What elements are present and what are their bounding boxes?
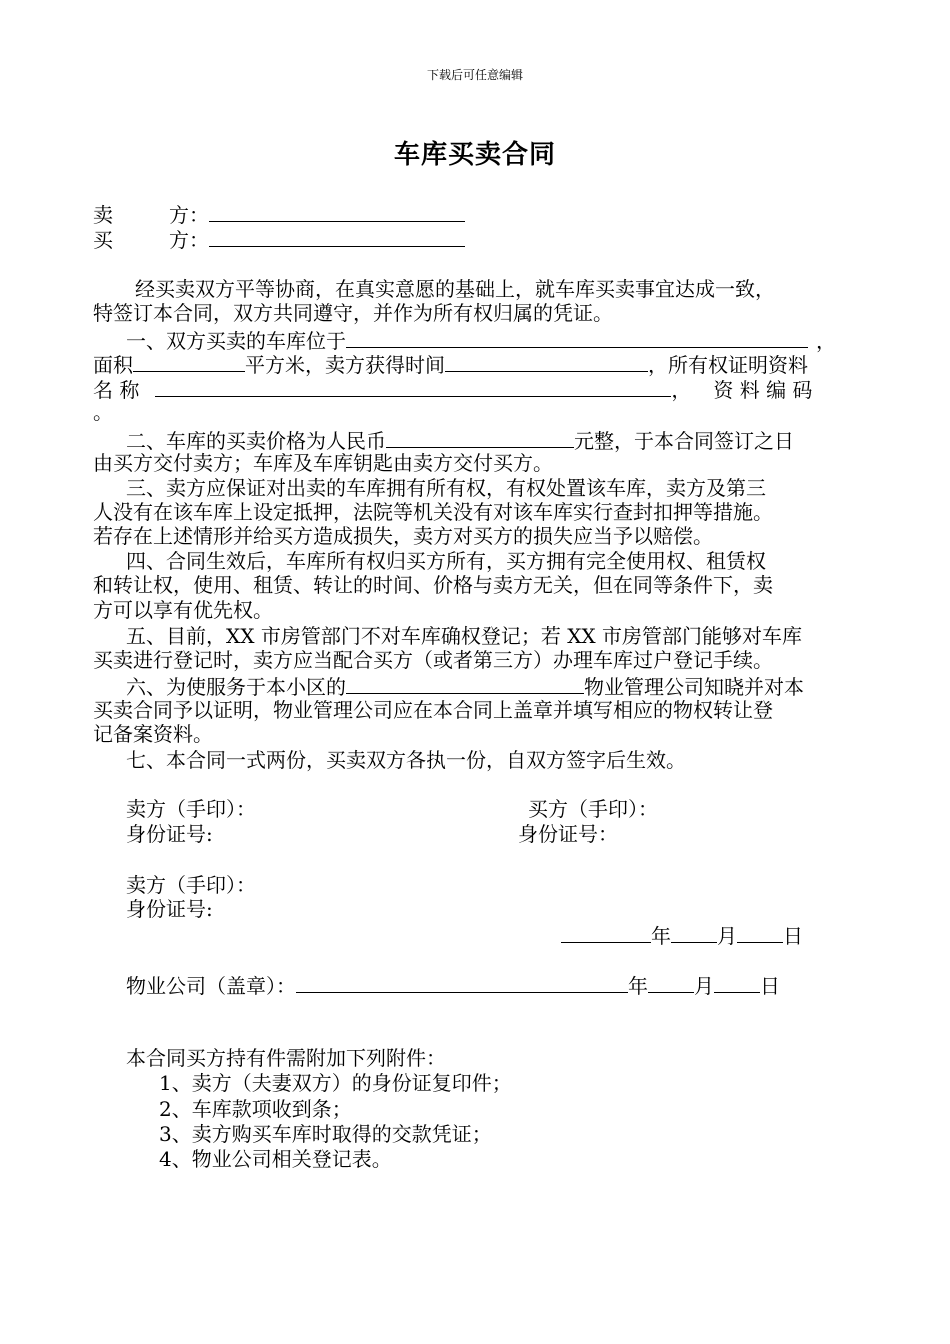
year-blank — [561, 922, 651, 943]
document-code-label: 资 料 编 码 — [713, 378, 813, 402]
page-title: 车库买卖合同 — [393, 140, 556, 170]
community-text: 六、为使服务于本小区的 — [126, 675, 346, 699]
clause-5-line-1: 五、目前，XX 市房管部门不对车库确权登记；若 XX 市房管部门能够对车库 — [126, 624, 803, 648]
property-company-seal-blank — [296, 972, 628, 993]
price-text: 二、车库的买卖价格为人民币 — [126, 429, 386, 453]
seller-id-label-2: 身份证号: — [126, 897, 213, 921]
month-blank — [671, 922, 717, 943]
day-label-2: 日 — [760, 974, 780, 998]
seller-party-line — [93, 201, 465, 227]
document-name-blank — [155, 376, 671, 397]
area-unit-text: 平方米，卖方获得时间 — [245, 353, 445, 377]
header-note: 下载后可任意编辑 — [426, 68, 523, 82]
clause-2-line-1 — [126, 427, 794, 453]
day-blank-2 — [714, 972, 760, 993]
clause-1-line-1 — [126, 327, 836, 353]
property-company-seal-label: 物业公司（盖章）： — [126, 974, 296, 998]
attachment-item-4: 4、物业公司相关登记表。 — [159, 1147, 392, 1171]
clause-6-line-3: 记备案资料。 — [93, 722, 213, 746]
year-label-2: 年 — [628, 974, 648, 998]
month-blank-2 — [648, 972, 694, 993]
price-blank — [386, 427, 574, 448]
clause-1-line-3 — [93, 376, 812, 402]
clause-1-comma: ， — [816, 329, 836, 353]
clause-6-line-2: 买卖合同予以证明，物业管理公司应在本合同上盖章并填写相应的物权转让登 — [93, 698, 773, 722]
buyer-signature-label: 买方（手印）： — [528, 797, 658, 821]
clause-4-line-3: 方可以享有优先权。 — [93, 598, 273, 622]
clause-5-line-2: 买卖进行登记时，卖方应当配合买方（或者第三方）办理车库过户登记手续。 — [93, 648, 773, 672]
sign-date-line — [561, 922, 803, 948]
attachment-item-1: 1、卖方（夫妻双方）的身份证复印件； — [159, 1071, 512, 1095]
buyer-id-label: 身份证号： — [518, 822, 618, 846]
month-label-2: 月 — [694, 974, 714, 998]
clause-4-line-1: 四、合同生效后，车库所有权归买方所有，买方拥有完全使用权、租赁权 — [126, 549, 766, 573]
clause-3-line-3: 若存在上述情形并给买方造成损失，卖方对买方的损失应当予以赔偿。 — [93, 524, 713, 548]
clause-7-line: 七、本合同一式两份，买卖双方各执一份，自双方签字后生效。 — [126, 748, 686, 772]
attachment-item-2: 2、车库款项收到条； — [159, 1097, 352, 1121]
seller-label: 卖 — [93, 203, 113, 227]
clause-4-line-2: 和转让权，使用、租赁、转让的时间、价格与卖方无关，但在同等条件下，卖 — [93, 573, 773, 597]
seller-signature-label: 卖方（手印）： — [126, 797, 256, 821]
buyer-party-line — [93, 226, 465, 252]
clause-1-text: 一、双方买卖的车库位于 — [126, 329, 346, 353]
intro-line-2: 特签订本合同，双方共同遵守，并作为所有权归属的凭证。 — [93, 301, 613, 325]
clause-3-line-1: 三、卖方应保证对出卖的车库拥有所有权，有权处置该车库，卖方及第三 — [126, 476, 766, 500]
name-label: 名 称 — [93, 378, 140, 402]
area-blank — [133, 351, 245, 372]
clause-1-end: 。 — [93, 400, 113, 424]
acquired-time-blank — [445, 351, 648, 372]
attachments-heading: 本合同买方持有件需附加下列附件： — [126, 1046, 446, 1070]
seller-id-label: 身份证号: — [126, 822, 213, 846]
property-company-text: 物业管理公司知晓并对本 — [584, 675, 804, 699]
price-end-text: 元整，于本合同签订之日 — [574, 429, 794, 453]
day-blank — [737, 922, 783, 943]
seller-name-blank — [209, 201, 465, 222]
clause-1-line-2 — [93, 351, 808, 377]
area-label: 面积 — [93, 353, 133, 377]
year-label: 年 — [651, 924, 671, 948]
buyer-name-blank — [209, 226, 465, 247]
seller-signature-label-2: 卖方（手印）： — [126, 873, 256, 897]
intro-line-1: 经买卖双方平等协商，在真实意愿的基础上，就车库买卖事宜达成一致， — [135, 277, 775, 301]
fang-colon: 方： — [169, 203, 209, 227]
clause-3-line-2: 人没有在该车库上设定抵押，法院等机关没有对该车库实行查封扣押等措施。 — [93, 500, 773, 524]
property-company-seal-line — [126, 972, 780, 998]
day-label: 日 — [783, 924, 803, 948]
month-label: 月 — [717, 924, 737, 948]
ownership-proof-text: ，所有权证明资料 — [648, 353, 808, 377]
attachment-item-3: 3、卖方购买车库时取得的交款凭证； — [159, 1122, 492, 1146]
location-blank — [346, 327, 808, 348]
clause-2-line-2: 由买方交付卖方；车库及车库钥匙由卖方交付买方。 — [93, 451, 553, 475]
clause-6-line-1 — [126, 673, 804, 699]
fang-colon: 方： — [169, 228, 209, 252]
property-company-blank — [346, 673, 584, 694]
buyer-label: 买 — [93, 228, 113, 252]
clause-1-comma-2: ， — [671, 378, 692, 402]
